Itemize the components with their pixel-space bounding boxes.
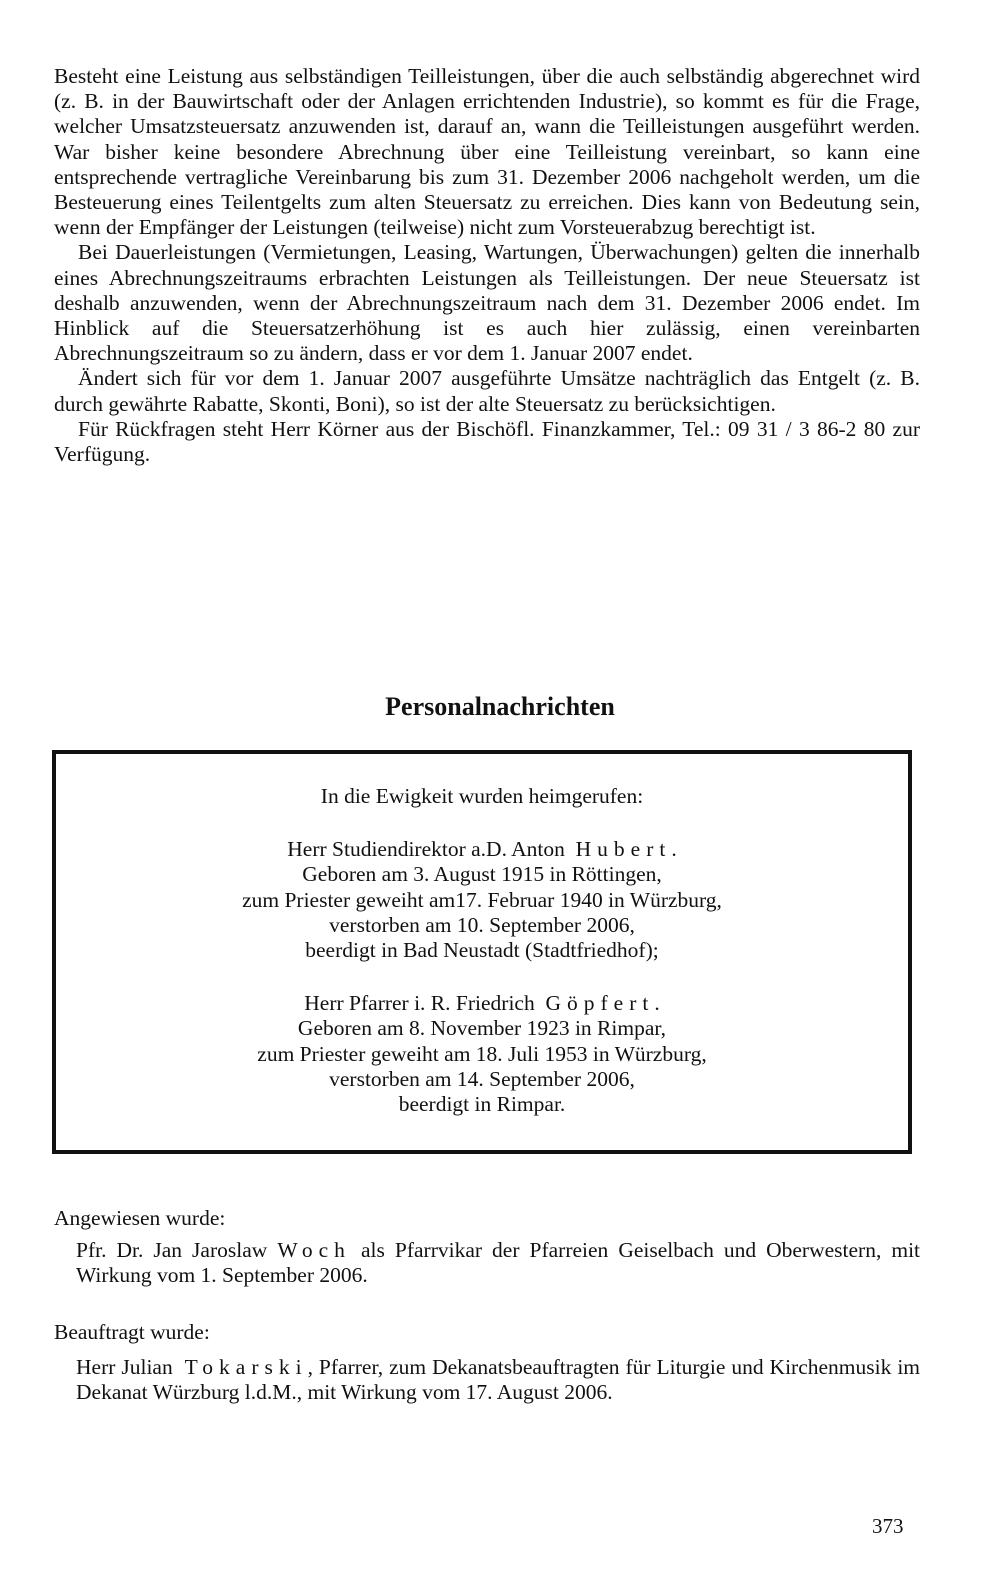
intro-text [54, 64, 920, 467]
appointed-body: als Pfarrvikar der Pfarreien Geiselbach und Oberwestern, mit Wirkung vom 1. September 2006. [76, 1238, 921, 1288]
obituary-buried: beerdigt in Bad Neustadt (Stadtfriedhof); [305, 938, 659, 963]
obituary-name-line [56, 837, 908, 862]
obituary-died: verstorben am 14. September 2006, [329, 1066, 635, 1091]
obituary-born: Geboren am 8. November 1923 in Rimpar, [297, 1016, 667, 1041]
obituary-born: Geboren am 3. August 1915 in Röttingen, [302, 862, 662, 887]
obituary-intro: In die Ewigkeit wurden heimgerufen: [320, 784, 644, 808]
commissioned-text [76, 1355, 920, 1405]
obituary-suffix: . [654, 991, 660, 1016]
appointed-surname: Woch [277, 1238, 351, 1262]
obituary-box [52, 750, 912, 1154]
obituary-title: Herr Studiendirektor a.D. Anton [287, 837, 565, 862]
obituary-died: verstorben am 10. September 2006, [329, 912, 635, 937]
obituary-suffix: . [671, 837, 677, 862]
obituary-title: Herr Pfarrer i. R. Friedrich [304, 991, 535, 1016]
obituary-buried: beerdigt in Rimpar. [398, 1092, 566, 1117]
commissioned-prefix: Herr Julian [76, 1355, 173, 1379]
obituary-ordained: zum Priester geweiht am 18. Juli 1953 in Würzburg, [257, 1041, 707, 1066]
obituary-entry-goepfert [56, 991, 908, 1117]
section-heading: Personalnachrichten [385, 692, 615, 721]
paragraph-entgelt: Ändert sich für vor dem 1. Januar 2007 ausgeführte Umsätze nachträglich das Entgelt (z. B. durch gewährte Rabatte, Skonti, Boni), so ist der alte Steuersatz zu berücksichtigen. [54, 366, 920, 416]
commissioned-body: , Pfarrer, zum Dekanatsbeauftragten für Liturgie und Kirchenmusik im Dekanat Würzburg l.d.M., mit Wirkung vom 17. August 2006. [76, 1355, 921, 1405]
appointed-label: Angewiesen wurde: [54, 1206, 226, 1230]
obituary-ordained: zum Priester geweiht am17. Februar 1940 in Würzburg, [242, 887, 722, 912]
commissioned-surname: Tokarski [184, 1355, 308, 1379]
commissioned-label: Beauftragt wurde: [54, 1320, 210, 1344]
obituary-entry-hubert [56, 837, 908, 963]
appointed-text [76, 1238, 920, 1288]
obituary-surname: Göpfert [545, 991, 655, 1016]
appointed-prefix: Pfr. Dr. Jan Jaroslaw [76, 1238, 268, 1262]
paragraph-rueckfragen: Für Rückfragen steht Herr Körner aus der Bischöfl. Finanzkammer, Tel.: 09 31 / 3 86-2 80 zur Verfügung. [54, 416, 920, 467]
obituary-name-line [56, 991, 908, 1016]
page-number: 373 [872, 1514, 904, 1538]
paragraph-dauerleistungen: Bei Dauerleistungen (Vermietungen, Leasing, Wartungen, Überwachungen) gelten die innerhalb eines Abrechnungszeitraums erbrachten Leistungen als Teilleistungen. Der neue Steuersatz ist deshalb anzuwenden, wenn der Abrechnungszeitraum nach dem 31. Dezember 2006 endet. Im Hinblick auf die Steuersatzerhöhung ist es auch hier zulässig, einen vereinbarten Abrechnungszeitraum so zu ändern, dass er vor dem 1. Januar 2007 endet. [54, 240, 920, 366]
paragraph-teilleistungen: Besteht eine Leistung aus selbständigen Teilleistungen, über die auch selbständig abgerechnet wird (z. B. in der Bauwirtschaft oder der Anlagen errichtenden Industrie), so kommt es für die Frage, welcher Umsatzsteuersatz anzuwenden ist, darauf an, wann die Teilleistungen ausgeführt werden. War bisher keine besondere Abrechnung über eine Teilleistung vereinbart, so kann eine entsprechende vertragliche Vereinbarung bis zum 31. Dezember 2006 nachgeholt werden, um die Besteuerung eines Teilentgelts zum alten Steuersatz zu erreichen. Dies kann von Bedeutung sein, wenn der Empfänger der Leistungen (teilweise) nicht zum Vorsteuerabzug berechtigt ist. [54, 64, 920, 240]
obituary-surname: Hubert [575, 837, 672, 862]
